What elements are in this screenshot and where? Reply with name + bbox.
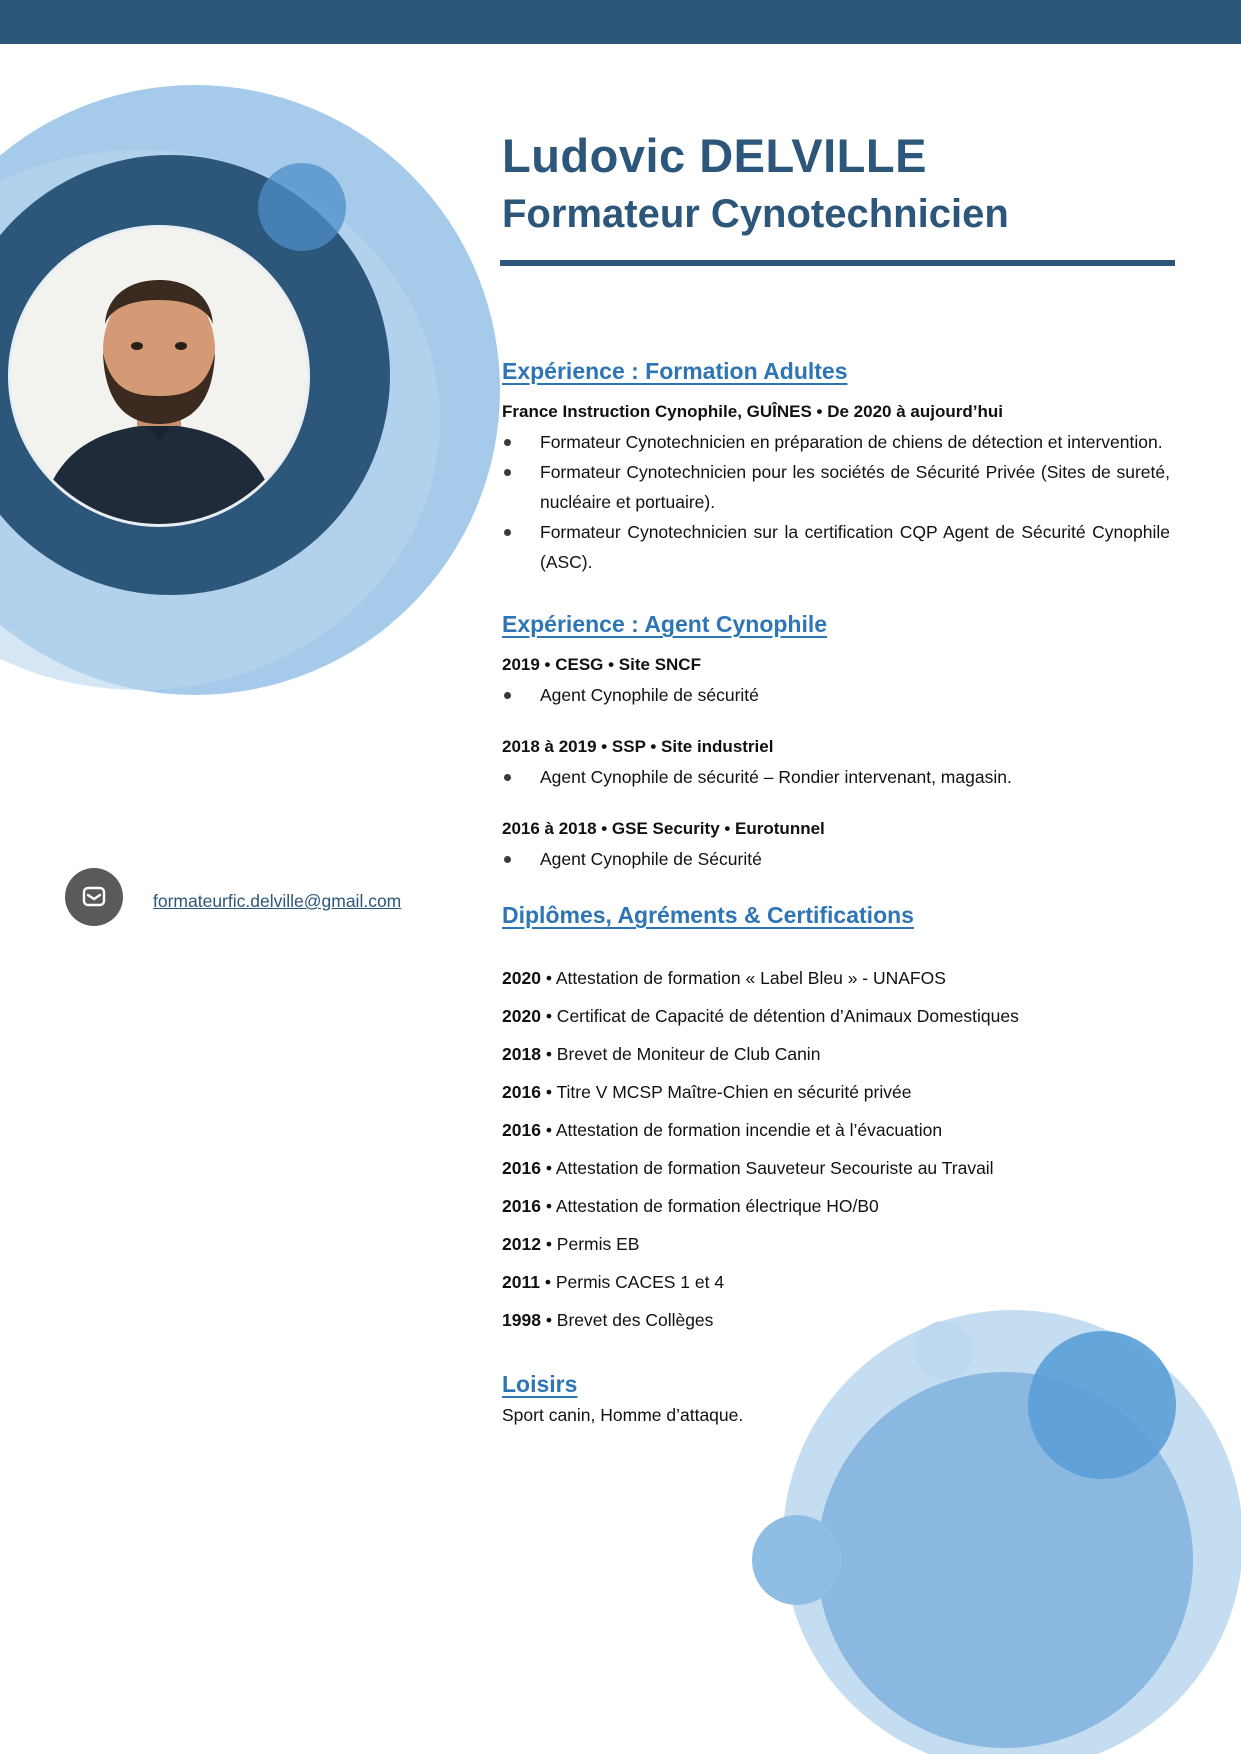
diploma-item — [502, 959, 1170, 997]
section-experience-agent — [502, 611, 1170, 874]
diploma-item — [502, 1301, 1170, 1339]
diploma-text: • Attestation de formation Sauveteur Secouriste au Travail — [545, 1158, 994, 1178]
diploma-text: • Attestation de formation incendie et à l’évacuation — [545, 1120, 943, 1140]
diploma-text: • Permis CACES 1 et 4 — [544, 1272, 725, 1292]
section-title-diplomas: Diplômes, Agréments & Certifications — [502, 902, 914, 928]
diploma-year: 2016 — [502, 1120, 541, 1140]
diploma-item — [502, 1149, 1170, 1187]
agent-job-bullets — [502, 680, 1170, 710]
section-diplomas — [502, 902, 1170, 1339]
diploma-year: 2011 — [502, 1272, 540, 1292]
deco-bubble-small — [258, 163, 346, 251]
training-bullet-list — [502, 427, 1170, 577]
diploma-item — [502, 1263, 1170, 1301]
deco-bubble-left — [752, 1515, 842, 1605]
agent-job-bullets — [502, 762, 1170, 792]
diploma-text: • Attestation de formation électrique HO/B0 — [545, 1196, 879, 1216]
profile-photo — [11, 228, 307, 524]
diploma-year: 2020 — [502, 1006, 541, 1026]
diploma-year: 2016 — [502, 1082, 541, 1102]
diploma-year: 1998 — [502, 1310, 541, 1330]
list-item: Formateur Cynotechnicien pour les sociétés de Sécurité Privée (Sites de sureté, nucléaire et portuaire). — [502, 457, 1170, 517]
diploma-text: • Certificat de Capacité de détention d’Animaux Domestiques — [545, 1006, 1019, 1026]
diploma-item — [502, 1225, 1170, 1263]
agent-job-heading: 2018 à 2019 • SSP • Site industriel — [502, 737, 774, 756]
email-link[interactable]: formateurfic.delville@gmail.com — [153, 891, 402, 911]
main-content — [502, 358, 1170, 1430]
envelope-icon — [65, 868, 123, 926]
list-item: Formateur Cynotechnicien en préparation de chiens de détection et intervention. — [502, 427, 1170, 457]
diploma-item — [502, 1187, 1170, 1225]
candidate-job-title: Formateur Cynotechnicien — [502, 192, 1009, 236]
diploma-item — [502, 1111, 1170, 1149]
diploma-list — [502, 959, 1170, 1339]
diploma-year: 2018 — [502, 1044, 541, 1064]
list-item: Agent Cynophile de Sécurité — [502, 844, 1170, 874]
section-title-experience-training: Expérience : Formation Adultes — [502, 358, 848, 384]
section-title-experience-agent: Expérience : Agent Cynophile — [502, 611, 828, 637]
title-divider — [500, 260, 1175, 266]
list-item: Agent Cynophile de sécurité — [502, 680, 1170, 710]
section-experience-training — [502, 358, 1170, 577]
diploma-year: 2020 — [502, 968, 541, 988]
agent-job-heading: 2019 • CESG • Site SNCF — [502, 655, 701, 674]
diploma-year: 2016 — [502, 1158, 541, 1178]
hobbies-text: Sport canin, Homme d’attaque. — [502, 1405, 744, 1425]
diploma-text: • Brevet de Moniteur de Club Canin — [545, 1044, 821, 1064]
diploma-year: 2012 — [502, 1234, 541, 1254]
section-hobbies — [502, 1371, 1170, 1430]
diploma-item — [502, 1035, 1170, 1073]
section-title-hobbies: Loisirs — [502, 1371, 578, 1397]
candidate-name: Ludovic DELVILLE — [502, 129, 927, 182]
diploma-text: • Brevet des Collèges — [545, 1310, 714, 1330]
diploma-item — [502, 997, 1170, 1035]
diploma-text: • Permis EB — [545, 1234, 640, 1254]
agent-job-heading: 2016 à 2018 • GSE Security • Eurotunnel — [502, 819, 825, 838]
list-item: Formateur Cynotechnicien sur la certification CQP Agent de Sécurité Cynophile (ASC). — [502, 517, 1170, 577]
agent-job-bullets — [502, 844, 1170, 874]
diploma-item — [502, 1073, 1170, 1111]
diploma-text: • Attestation de formation « Label Bleu » - UNAFOS — [545, 968, 946, 988]
diploma-text: • Titre V MCSP Maître-Chien en sécurité privée — [545, 1082, 912, 1102]
list-item: Agent Cynophile de sécurité – Rondier intervenant, magasin. — [502, 762, 1170, 792]
training-job-heading: France Instruction Cynophile, GUÎNES • De 2020 à aujourd’hui — [502, 402, 1003, 421]
diploma-year: 2016 — [502, 1196, 541, 1216]
